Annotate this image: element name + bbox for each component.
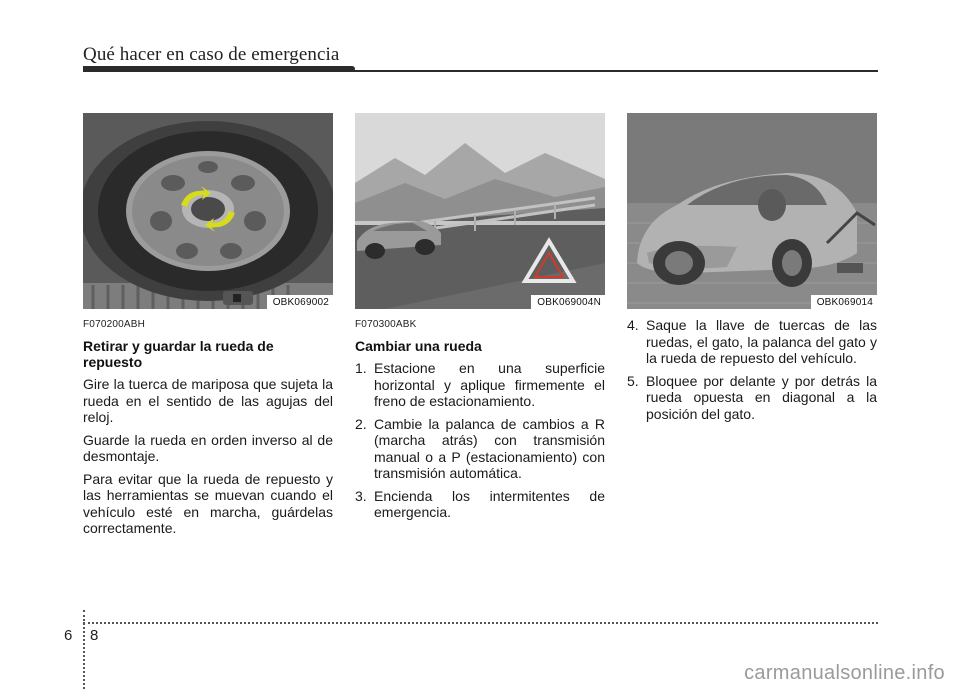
column-tools	[627, 113, 877, 428]
footer-divider	[83, 610, 85, 689]
reference-code: F070200ABH	[83, 319, 146, 330]
step-item	[627, 373, 877, 423]
paragraph: Para evitar que la rueda de repuesto y las herramientas se muevan cuando el vehículo esté en marcha, guárdelas correctamente.	[83, 470, 333, 536]
step-item	[355, 488, 605, 521]
figure-roadside	[355, 113, 605, 309]
step-item	[355, 416, 605, 482]
step-text: Estacione en una superficie horizontal y aplique firmemente el freno de estacionamiento.	[374, 360, 605, 409]
section-heading: Cambiar una rueda	[355, 338, 482, 354]
car-illustration	[627, 113, 877, 309]
step-item	[627, 317, 877, 367]
header-rule	[83, 70, 878, 72]
figure-car-jack	[627, 113, 877, 309]
column-change-tire	[355, 113, 605, 527]
section-heading: Retirar y guardar la rueda de repuesto	[83, 338, 274, 370]
figure-code: OBK069014	[811, 295, 877, 309]
column-spare-tire	[83, 113, 333, 537]
step-text: Bloquee por delante y por detrás la rueda opuesta en diagonal a la posición del gato.	[646, 372, 877, 422]
watermark: carmanualsonline.info	[744, 662, 945, 684]
step-number: 4.	[627, 317, 639, 333]
paragraph: Gire la tuerca de mariposa que sujeta la rueda en el sentido de las agujas del reloj.	[83, 376, 333, 425]
step-text: Encienda los intermitentes de emergencia.	[374, 487, 605, 520]
chapter-number: 6	[64, 627, 73, 644]
step-item	[355, 360, 605, 410]
step-text: Cambie la palanca de cambios a R (marcha atrás) con transmisión manual o a P (estacionamiento) con transmisión automática.	[374, 415, 605, 481]
section-title: Qué hacer en caso de emergencia	[83, 44, 340, 65]
step-number: 5.	[627, 372, 639, 389]
step-number: 1.	[355, 360, 367, 376]
figure-code: OBK069004N	[531, 295, 605, 309]
spare-tire-illustration	[83, 113, 333, 309]
step-text: Saque la llave de tuercas de las ruedas, el gato, la palanca del gato y la rueda de repuesto del vehículo.	[646, 317, 877, 366]
step-number: 3.	[355, 487, 367, 504]
page-number: 8	[90, 627, 99, 644]
figure-spare-tire	[83, 113, 333, 309]
steps-list	[355, 360, 605, 521]
roadside-illustration	[355, 113, 605, 309]
figure-code: OBK069002	[267, 295, 333, 309]
paragraph: Guarde la rueda en orden inverso al de desmontaje.	[83, 431, 333, 464]
reference-code: F070300ABK	[355, 319, 417, 330]
step-number: 2.	[355, 415, 367, 432]
steps-list	[627, 317, 877, 422]
footer-rule	[83, 622, 878, 624]
